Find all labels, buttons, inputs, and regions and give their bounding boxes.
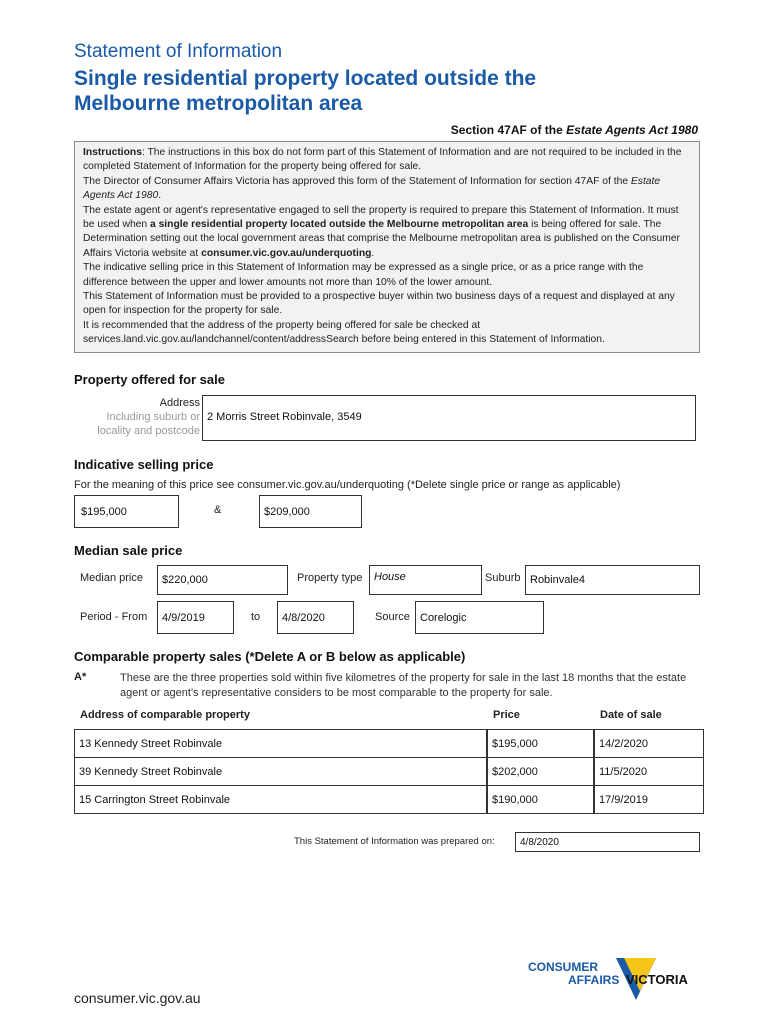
property-type-label: Property type [297, 572, 363, 584]
period-to-label: to [251, 611, 261, 623]
col-header-address: Address of comparable property [80, 709, 250, 721]
comp-row-2-price[interactable]: $202,000 [487, 757, 594, 786]
prepared-on-field[interactable]: 4/8/2020 [515, 832, 700, 852]
property-type-field[interactable]: House [369, 565, 482, 595]
consumer-affairs-victoria-logo: CONSUMER AFFAIRS VICTORIA [528, 958, 700, 1008]
comp-row-1-address[interactable]: 13 Kennedy Street Robinvale [74, 729, 487, 758]
source-label: Source [375, 611, 410, 623]
period-to-field[interactable]: 4/8/2020 [277, 601, 354, 634]
instructions-label: Instructions [83, 147, 142, 158]
form-kicker: Statement of Information [74, 41, 283, 62]
instructions-box: Instructions: The instructions in this box do not form part of this Statement of Information and are not required to be included in the completed Statement of Information for the property being offered for sale. The Director of Consumer Affairs Victoria has approved this form of the Statement of Information for section 47AF of the Estate Agents Act 1980. The estate agent or agent's representative engaged to sell the property is required to prepare this Statement of Information. It must be used when a single residential property located outside the Melbourne metropolitan area is being offered for sale. The Determination setting out the local government areas that comprise the Melbourne metropolitan area is published on the Consumer Affairs Victoria website at consumer.vic.gov.au/underquoting. The indicative selling price in this Statement of Information may be expressed as a single price, or as a price range with the difference between the upper and lower amounts not more than 10% of the lower amount. This Statement of Information must be provided to a prospective buyer within two business days of a request and displayed at any open for inspection for the property for sale. It is recommended that the address of the property being offered for sale be checked at services.land.vic.gov.au/landchannel/content/addressSearch before being entered in this Statement of Information. [74, 141, 700, 353]
property-heading: Property offered for sale [74, 372, 225, 387]
median-heading: Median sale price [74, 543, 183, 558]
section-prefix: Section 47AF of the [450, 123, 563, 137]
form-title [74, 66, 536, 116]
prepared-on-label: This Statement of Information was prepared on: [294, 836, 495, 847]
section-reference [451, 123, 698, 137]
price-low-field[interactable]: $195,000 [74, 495, 179, 528]
price-range-separator: & [214, 504, 222, 516]
source-field[interactable]: Corelogic [415, 601, 544, 634]
comparable-description: These are the three properties sold within five kilometres of the property for sale in the last 18 months that the estate agent or agent's representative considers to be most comparable to the property for sale. [120, 672, 687, 699]
property-address-field[interactable]: 2 Morris Street Robinvale, 3549 [202, 395, 696, 441]
form-title-line2: Melbourne metropolitan area [74, 92, 363, 115]
option-a-marker: A* [74, 671, 87, 683]
section-act: Estate Agents Act 1980 [566, 123, 698, 137]
col-header-price: Price [493, 709, 520, 721]
comp-row-2-address[interactable]: 39 Kennedy Street Robinvale [74, 757, 487, 786]
comp-row-1-price[interactable]: $195,000 [487, 729, 594, 758]
comp-row-3-address[interactable]: 15 Carrington Street Robinvale [74, 785, 487, 814]
address-label: Address Including suburb or locality and postcode [97, 397, 200, 437]
period-from-label: Period - From [80, 611, 148, 623]
suburb-field[interactable]: Robinvale4 [525, 565, 700, 595]
col-header-date: Date of sale [600, 709, 662, 721]
indicative-note: For the meaning of this price see consumer.vic.gov.au/underquoting (*Delete single price or range as applicable) [74, 479, 621, 491]
median-price-field[interactable]: $220,000 [157, 565, 288, 595]
comparable-heading: Comparable property sales (*Delete A or B below as applicable) [74, 649, 466, 664]
footer-url[interactable]: consumer.vic.gov.au [74, 990, 201, 1006]
median-price-label: Median price [80, 572, 143, 584]
comp-row-3-price[interactable]: $190,000 [487, 785, 594, 814]
suburb-label: Suburb [485, 572, 521, 584]
price-high-field[interactable]: $209,000 [259, 495, 362, 528]
underquoting-link[interactable]: consumer.vic.gov.au/underquoting [201, 247, 372, 259]
comp-row-1-date[interactable]: 14/2/2020 [594, 729, 704, 758]
indicative-heading: Indicative selling price [74, 457, 214, 472]
comp-row-3-date[interactable]: 17/9/2019 [594, 785, 704, 814]
comp-row-2-date[interactable]: 11/5/2020 [594, 757, 704, 786]
form-title-line1: Single residential property located outside the [74, 67, 537, 90]
period-from-field[interactable]: 4/9/2019 [157, 601, 234, 634]
